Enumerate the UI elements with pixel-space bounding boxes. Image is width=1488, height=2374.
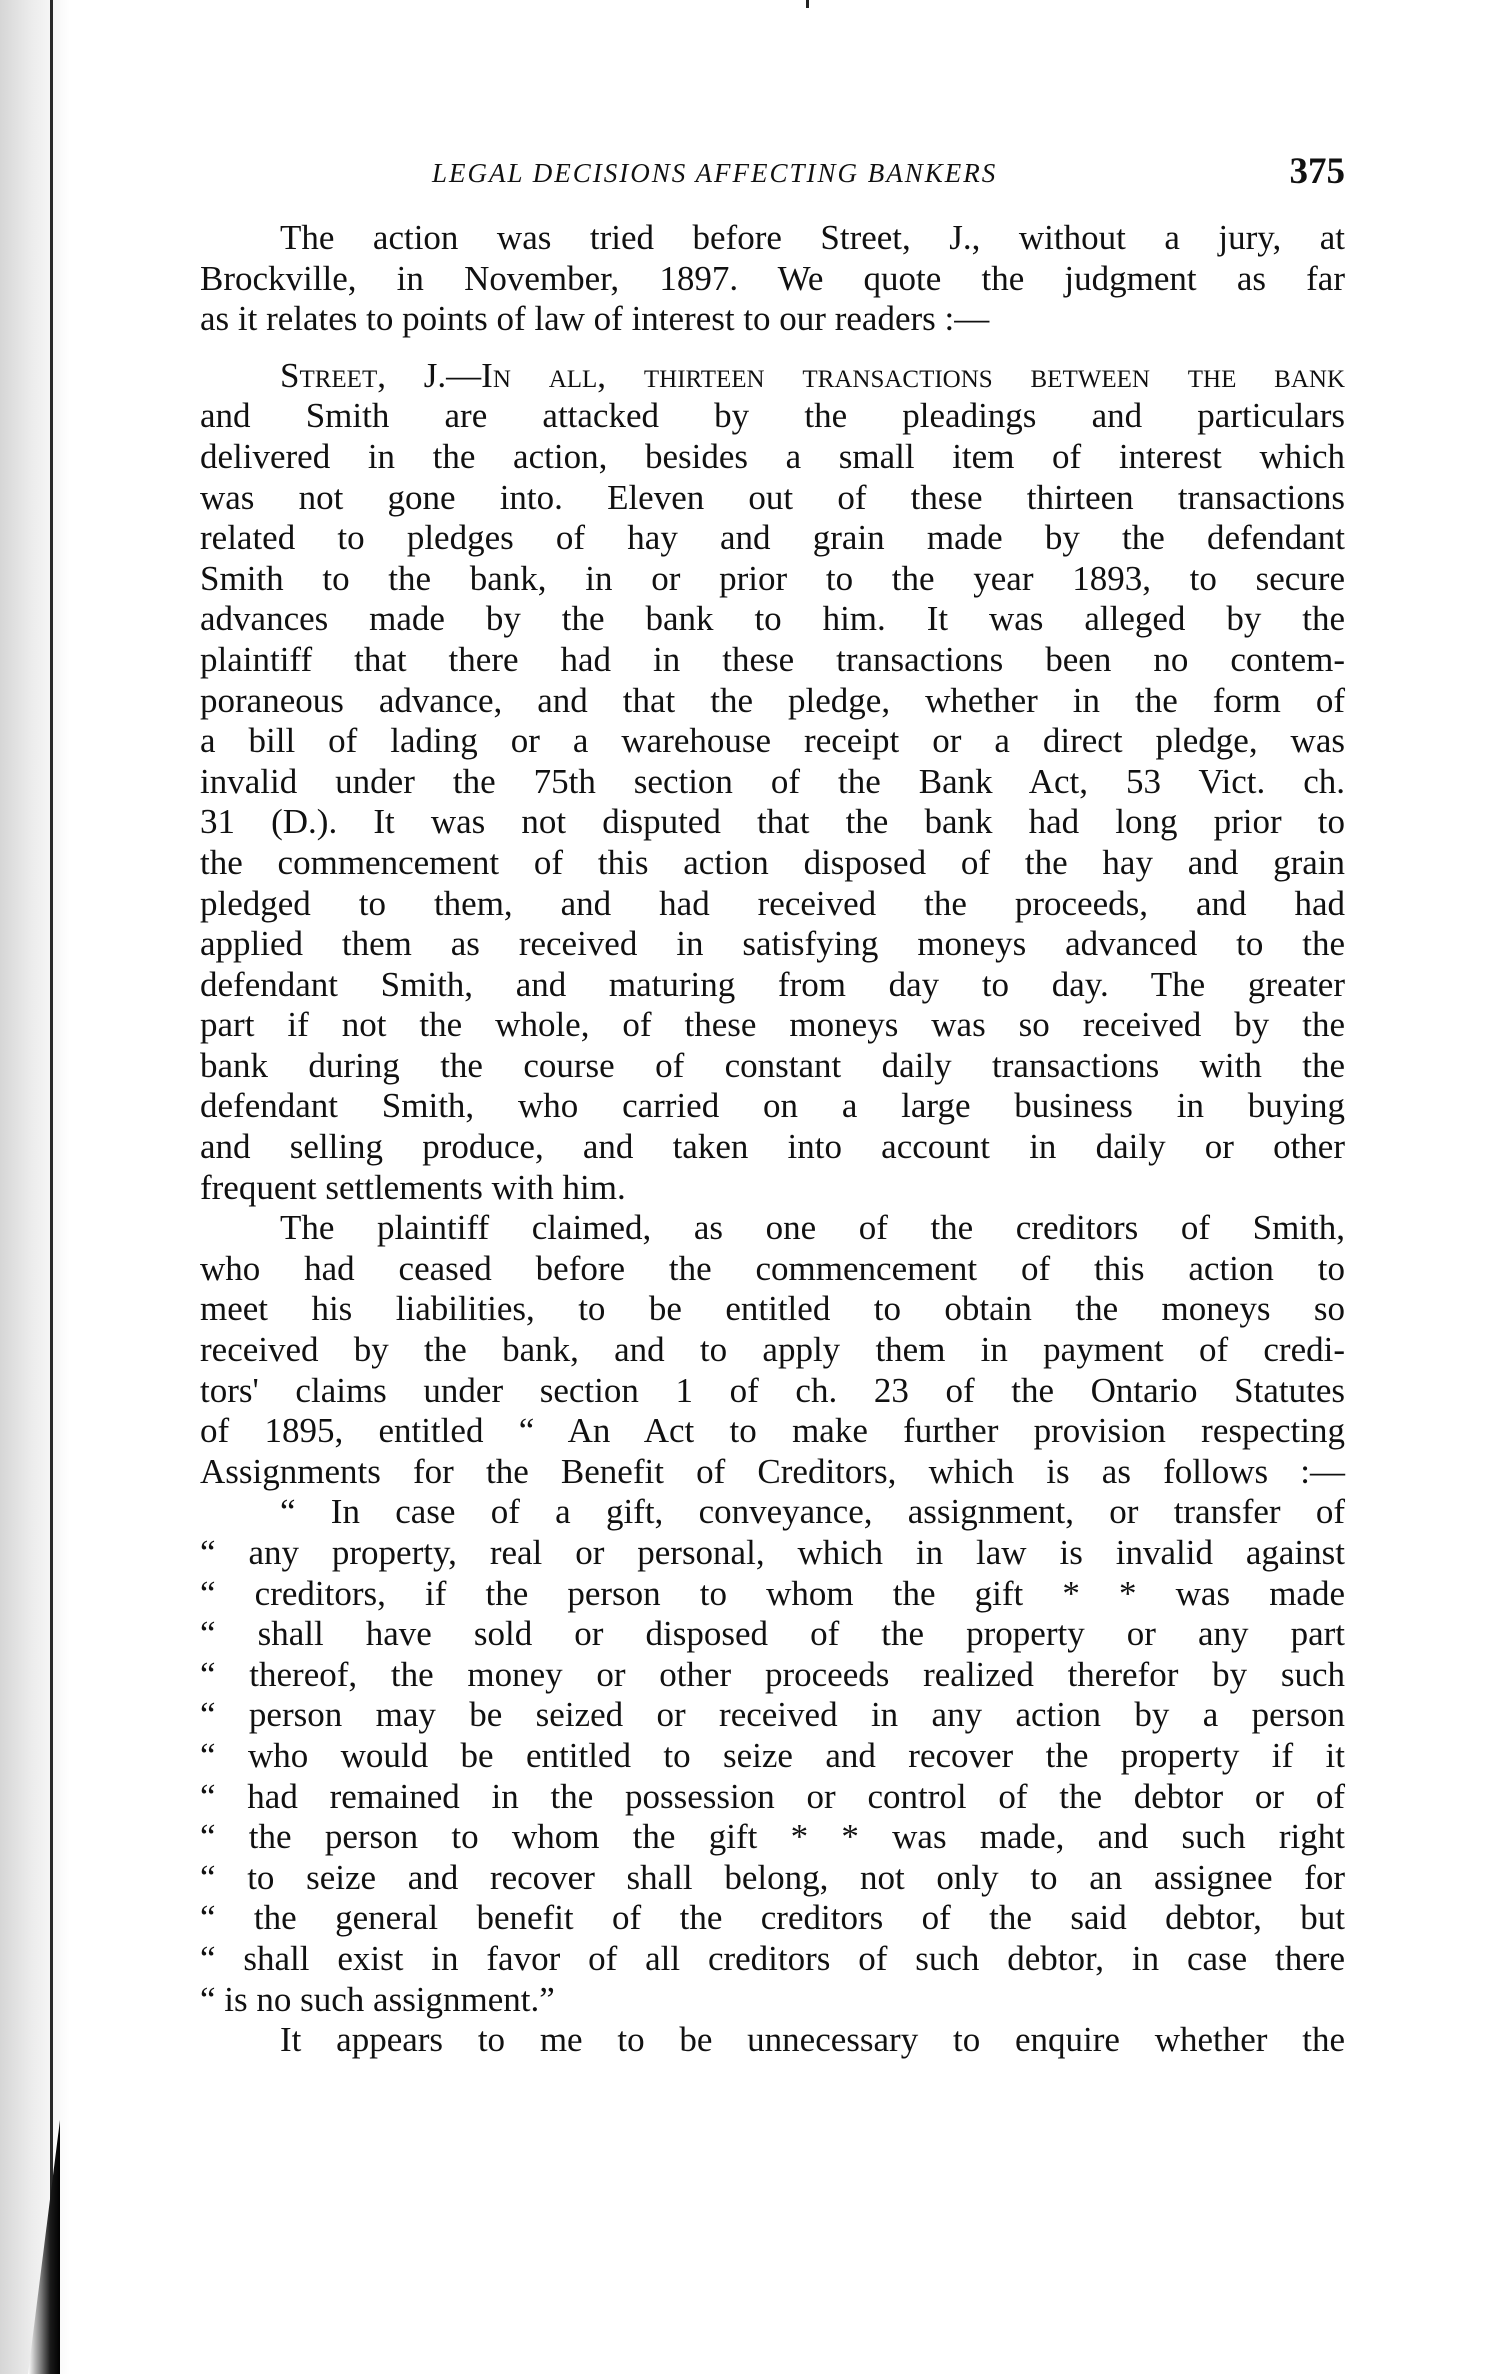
text-line: as it relates to points of law of interest to our readers :— — [200, 299, 990, 339]
quote-line: “ shall exist in favor of all creditors of such debtor, in case there — [200, 1938, 1345, 1978]
text-line: poraneous advance, and that the pledge, whether in the form of — [200, 680, 1345, 720]
binding-edge — [50, 0, 53, 2374]
quote-line: “ the general benefit of the creditors of the said debtor, but — [200, 1898, 1345, 1938]
text-line: was not gone into. Eleven out of these thirteen transactions — [200, 477, 1345, 517]
text-line: Brockville, in November, 1897. We quote the judgment as far — [200, 258, 1345, 298]
text-line: The action was tried before Street, J., without a jury, at — [280, 218, 1345, 257]
text-line: and Smith are attacked by the pleadings and particulars — [200, 396, 1345, 436]
text-line: delivered in the action, besides a small item of interest which — [200, 436, 1345, 476]
text-line: Street, J.—In all, thirteen transactions between the bank — [280, 355, 1345, 395]
text-line: the commencement of this action disposed of the hay and grain — [200, 842, 1345, 882]
text-line: of 1895, entitled “ An Act to make further provision respecting — [200, 1411, 1345, 1451]
text-line: and selling produce, and taken into account in daily or other — [200, 1127, 1345, 1167]
text-line: The plaintiff claimed, as one of the creditors of Smith, — [280, 1208, 1345, 1248]
text-line: It appears to me to be unnecessary to enquire whether the — [280, 2020, 1345, 2060]
text-line: tors' claims under section 1 of ch. 23 of the Ontario Statutes — [200, 1370, 1345, 1410]
quote-line: “ to seize and recover shall belong, not only to an assignee for — [200, 1857, 1345, 1897]
quote-line: “ is no such assignment.” — [200, 1979, 555, 2019]
text-line: invalid under the 75th section of the Bank Act, 53 Vict. ch. — [200, 761, 1345, 801]
gutter-shadow — [0, 0, 70, 2374]
running-title: LEGAL DECISIONS AFFECTING BANKERS — [432, 158, 998, 188]
text-line: applied them as received in satisfying moneys advanced to the — [200, 924, 1345, 964]
quote-line: “ thereof, the money or other proceeds realized therefor by such — [200, 1654, 1345, 1694]
paragraph-gap — [200, 340, 1345, 356]
quote-line: “ who would be entitled to seize and recover the property if it — [200, 1735, 1345, 1775]
quote-line: “ creditors, if the person to whom the gift * * was made — [200, 1573, 1345, 1613]
page-number: 375 — [1289, 151, 1345, 192]
text-line: meet his liabilities, to be entitled to obtain the moneys so — [200, 1289, 1345, 1329]
quote-line: “ person may be seized or received in any action by a person — [200, 1695, 1345, 1735]
text-line: defendant Smith, and maturing from day to day. The greater — [200, 964, 1345, 1004]
text-line: who had ceased before the commencement of this action to — [200, 1248, 1345, 1288]
quote-line: “ shall have sold or disposed of the property or any part — [200, 1614, 1345, 1654]
text-line: frequent settlements with him. — [200, 1167, 626, 1207]
text-line: Smith to the bank, in or prior to the year 1893, to secure — [200, 558, 1345, 598]
text-line: a bill of lading or a warehouse receipt or a direct pledge, was — [200, 721, 1345, 761]
text-line: advances made by the bank to him. It was alleged by the — [200, 599, 1345, 639]
quote-line: “ had remained in the possession or control of the debtor or of — [200, 1776, 1345, 1816]
text-line: 31 (D.). It was not disputed that the bank had long prior to — [200, 802, 1345, 842]
running-head — [200, 150, 1345, 210]
text-line: defendant Smith, who carried on a large business in buying — [200, 1086, 1345, 1126]
quote-line: “ the person to whom the gift * * was made, and such right — [200, 1817, 1345, 1857]
quote-line: “ any property, real or personal, which in law is invalid against — [200, 1533, 1345, 1572]
text-line: plaintiff that there had in these transactions been no contem- — [200, 639, 1345, 679]
print-mark — [806, 0, 809, 8]
text-line: Assignments for the Benefit of Creditors, which is as follows :— — [200, 1451, 1345, 1491]
text-line: bank during the course of constant daily transactions with the — [200, 1045, 1345, 1085]
text-line: related to pledges of hay and grain made by the defendant — [200, 518, 1345, 558]
body-text — [200, 218, 1345, 2061]
text-line: part if not the whole, of these moneys was so received by the — [200, 1005, 1345, 1045]
text-line: pledged to them, and had received the proceeds, and had — [200, 883, 1345, 923]
text-line: received by the bank, and to apply them in payment of credi- — [200, 1330, 1345, 1370]
quote-line: “ In case of a gift, conveyance, assignment, or transfer of — [280, 1492, 1345, 1532]
